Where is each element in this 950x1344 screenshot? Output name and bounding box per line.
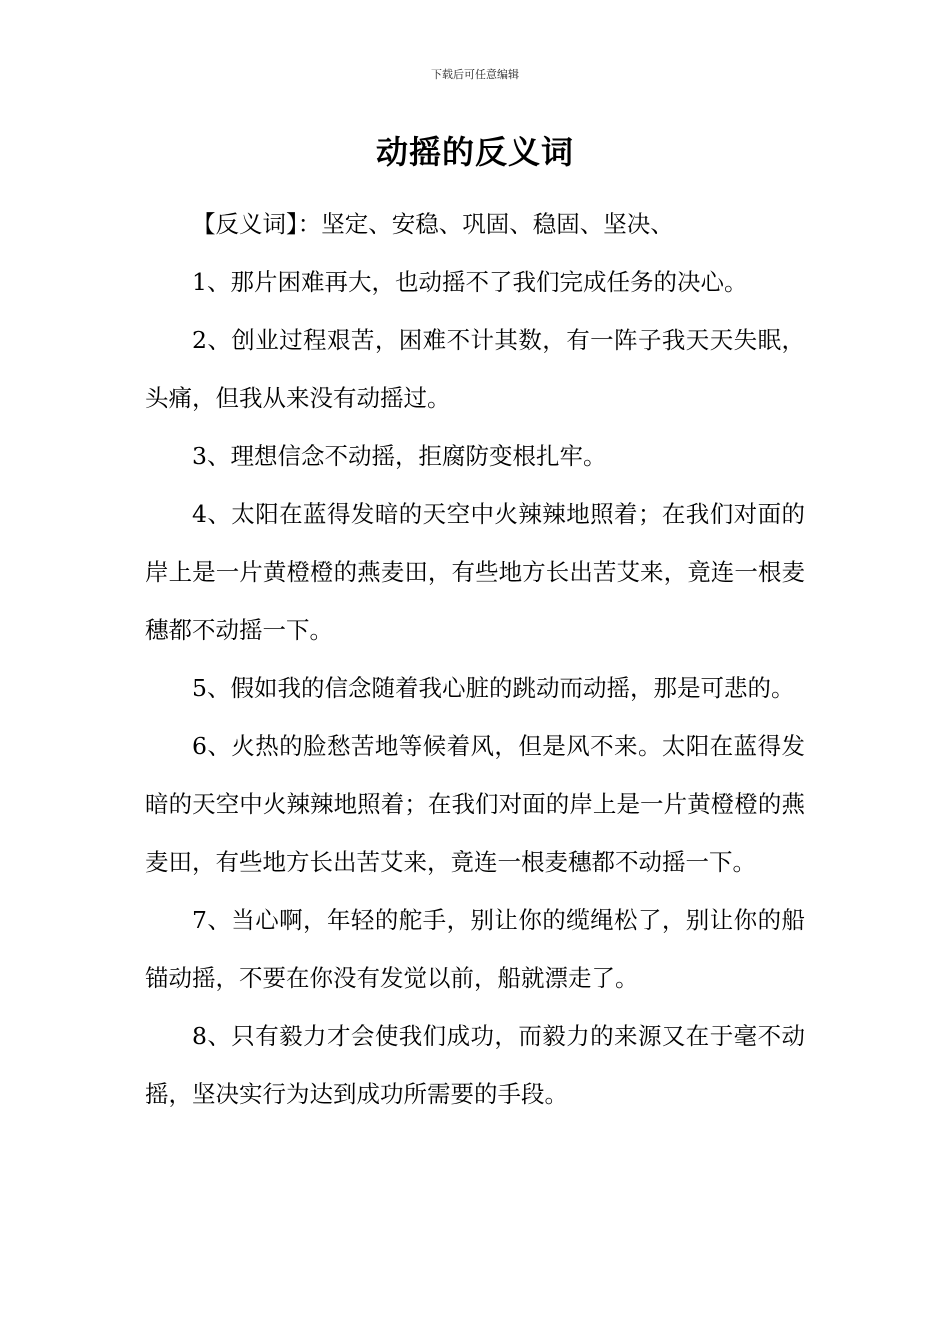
- document-body: [145, 195, 805, 1123]
- example-sentence-7: 7、当心啊，年轻的舵手，别让你的缆绳松了，别让你的船锚动摇，不要在你没有发觉以前，船就漂走了。: [145, 906, 805, 992]
- example-sentence-5: 5、假如我的信念随着我心脏的跳动而动摇，那是可悲的。: [192, 674, 795, 702]
- antonym-list-paragraph: 【反义词】：坚定、安稳、巩固、稳固、坚决、: [192, 210, 674, 238]
- example-sentence-3: 3、理想信念不动摇，拒腐防变根扎牢。: [192, 442, 607, 470]
- example-sentence-6: 6、火热的脸愁苦地等候着风，但是风不来。太阳在蓝得发暗的天空中火辣辣地照着；在我们对面的岸上是一片黄橙橙的燕麦田，有些地方长出苦艾来，竟连一根麦穗都不动摇一下。: [145, 732, 805, 876]
- example-sentence-1: 1、那片困难再大，也动摇不了我们完成任务的决心。: [192, 268, 748, 296]
- example-sentence-4: 4、太阳在蓝得发暗的天空中火辣辣地照着；在我们对面的岸上是一片黄橙橙的燕麦田，有些地方长出苦艾来，竟连一根麦穗都不动摇一下。: [145, 500, 805, 644]
- header-note: 下载后可任意编辑: [431, 68, 519, 81]
- document-title: 动摇的反义词: [375, 133, 574, 171]
- example-sentence-8: 8、只有毅力才会使我们成功，而毅力的来源又在于毫不动摇，坚决实行为达到成功所需要的手段。: [145, 1022, 805, 1108]
- example-sentence-2: 2、创业过程艰苦，困难不计其数，有一阵子我天天失眠，头痛，但我从来没有动摇过。: [145, 326, 805, 412]
